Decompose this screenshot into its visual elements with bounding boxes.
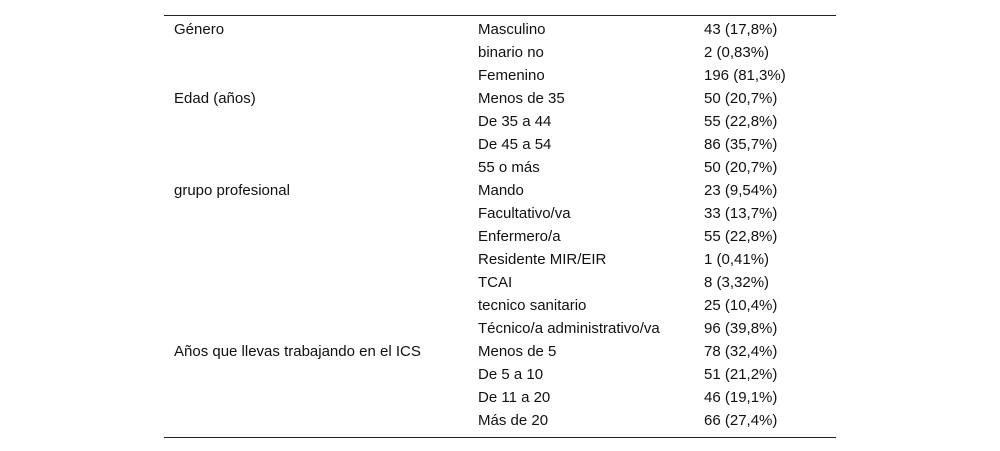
value-cell: 25 (10,4%)	[704, 297, 778, 314]
table-row	[164, 363, 836, 386]
group-cell: Edad (años)	[174, 90, 256, 107]
table-row	[164, 225, 836, 248]
table-row	[164, 41, 836, 64]
table-row	[164, 179, 836, 202]
group-cell	[164, 271, 478, 294]
group-cell: Género	[174, 21, 225, 38]
category-cell: TCAI	[478, 274, 513, 291]
table-row	[164, 110, 836, 133]
category-cell: Técnico/a administrativo/va	[478, 320, 660, 337]
category-cell: De 35 a 44	[478, 113, 552, 130]
value-cell: 96 (39,8%)	[704, 320, 778, 337]
category-cell: 55 o más	[478, 159, 540, 176]
group-cell	[164, 41, 478, 64]
category-cell: Facultativo/va	[478, 205, 571, 222]
value-cell: 51 (21,2%)	[704, 366, 778, 383]
group-cell	[164, 110, 478, 133]
table-row	[164, 133, 836, 156]
category-cell: Enfermero/a	[478, 228, 561, 245]
table-row	[164, 64, 836, 87]
group-cell	[164, 64, 478, 87]
table-row	[164, 317, 836, 340]
value-cell: 8 (3,32%)	[704, 274, 770, 291]
group-cell	[164, 248, 478, 271]
group-cell	[164, 317, 478, 340]
category-cell: De 45 a 54	[478, 136, 552, 153]
value-cell: 55 (22,8%)	[704, 113, 778, 130]
group-cell	[164, 156, 478, 179]
table-row	[164, 202, 836, 225]
group-cell: Años que llevas trabajando en el ICS	[174, 343, 421, 360]
group-cell	[164, 386, 478, 409]
table-row	[164, 156, 836, 179]
table-row	[164, 87, 836, 110]
group-cell	[164, 225, 478, 248]
category-cell: De 5 a 10	[478, 366, 544, 383]
value-cell: 1 (0,41%)	[704, 251, 770, 268]
category-cell: Femenino	[478, 67, 545, 84]
category-cell: De 11 a 20	[478, 389, 551, 406]
value-cell: 50 (20,7%)	[704, 90, 778, 107]
table-row	[164, 294, 836, 317]
value-cell: 55 (22,8%)	[704, 228, 778, 245]
category-cell: binario no	[478, 44, 544, 61]
value-cell: 43 (17,8%)	[704, 21, 778, 38]
category-cell: Menos de 35	[478, 90, 565, 107]
category-cell: Residente MIR/EIR	[478, 251, 607, 268]
group-cell	[164, 202, 478, 225]
table-row	[164, 340, 836, 363]
group-cell	[164, 363, 478, 386]
group-cell	[164, 294, 478, 317]
value-cell: 196 (81,3%)	[704, 67, 786, 84]
table-row	[164, 248, 836, 271]
group-cell	[164, 409, 478, 432]
value-cell: 66 (27,4%)	[704, 412, 778, 429]
value-cell: 33 (13,7%)	[704, 205, 778, 222]
category-cell: Más de 20	[478, 412, 549, 429]
value-cell: 86 (35,7%)	[704, 136, 778, 153]
category-cell: Masculino	[478, 21, 546, 38]
value-cell: 50 (20,7%)	[704, 159, 778, 176]
table-row	[164, 409, 836, 432]
data-table	[164, 18, 836, 432]
category-cell: Mando	[478, 182, 524, 199]
value-cell: 2 (0,83%)	[704, 44, 770, 61]
value-cell: 78 (32,4%)	[704, 343, 778, 360]
category-cell: tecnico sanitario	[478, 297, 587, 314]
category-cell: Menos de 5	[478, 343, 557, 360]
table-row	[164, 386, 836, 409]
value-cell: 23 (9,54%)	[704, 182, 778, 199]
table-body	[164, 18, 836, 432]
group-cell	[164, 133, 478, 156]
table-row	[164, 18, 836, 41]
value-cell: 46 (19,1%)	[704, 389, 778, 406]
group-cell: grupo profesional	[174, 182, 290, 199]
table-row	[164, 271, 836, 294]
demographics-table	[164, 15, 836, 438]
